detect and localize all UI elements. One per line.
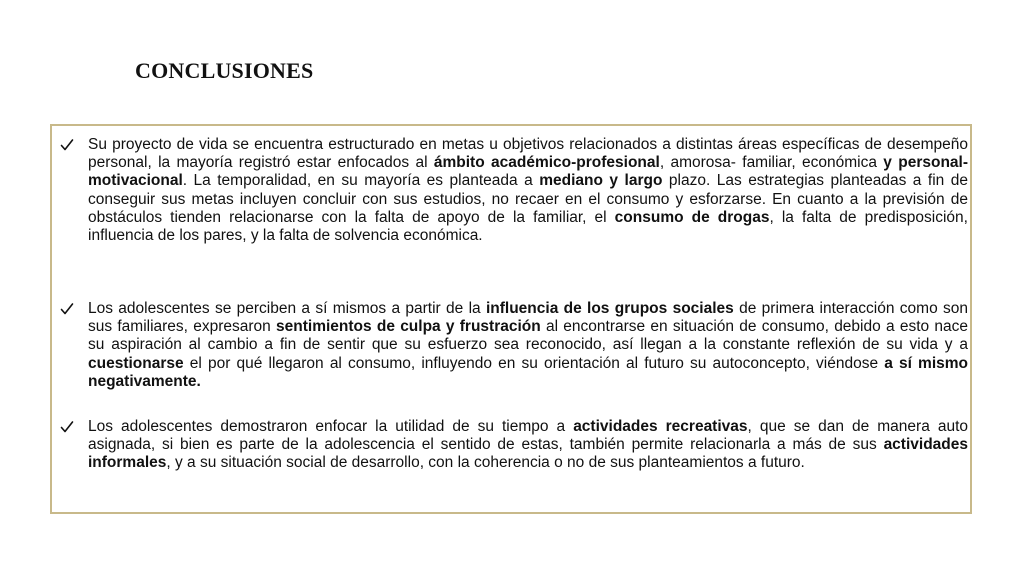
item-1-text: Su proyecto de vida se encuentra estructurado en metas u objetivos relacionados a distintas áreas específicas de desempeño personal, la mayoría registró estar enfocados al ámbito académico-profesional, amorosa- familiar, económica y personal-motivacional. La temporalidad, en su mayoría es planteada a mediano y largo plazo. Las estrategias planteadas a fin de conseguir sus metas incluyen concluir con sus estudios, no recaer en el consumo y esforzarse. En cuanto a la previsión de obstáculos tienden relacionarse con la falta de apoyo de la familiar, el consumo de drogas, la falta de predisposición, influencia de los pares, y la falta de solvencia económica. [88, 136, 968, 245]
conclusion-item-2 [88, 300, 968, 391]
item-3-text: Los adolescentes demostraron enfocar la utilidad de su tiempo a actividades recreativas, que se dan de manera auto asignada, si bien es parte de la adolescencia el sentido de estas, también permite relacionarla a más de sus actividades informales, y a su situación social de desarrollo, con la coherencia o no de sus planteamientos a futuro. [88, 418, 968, 472]
item-2-text: Los adolescentes se perciben a sí mismos a partir de la influencia de los grupos sociales de primera interacción como son sus familiares, expresaron sentimientos de culpa y frustración al encontrarse en situación de consumo, debido a esto nace su aspiración al cambio a fin de sentir que su esfuerzo sea reconocido, así llegan a la constante reflexión de su vida y a cuestionarse el por qué llegaron al consumo, influyendo en su orientación al futuro su autoconcepto, viéndose a sí mismo negativamente. [88, 300, 969, 390]
checkmark-icon [60, 420, 74, 434]
checkmark-icon [60, 302, 74, 316]
conclusion-item-1 [88, 136, 968, 245]
conclusion-item-3 [88, 418, 968, 473]
checkmark-icon [60, 138, 74, 152]
conclusions-box [50, 124, 972, 514]
slide-title: CONCLUSIONES [135, 58, 314, 83]
